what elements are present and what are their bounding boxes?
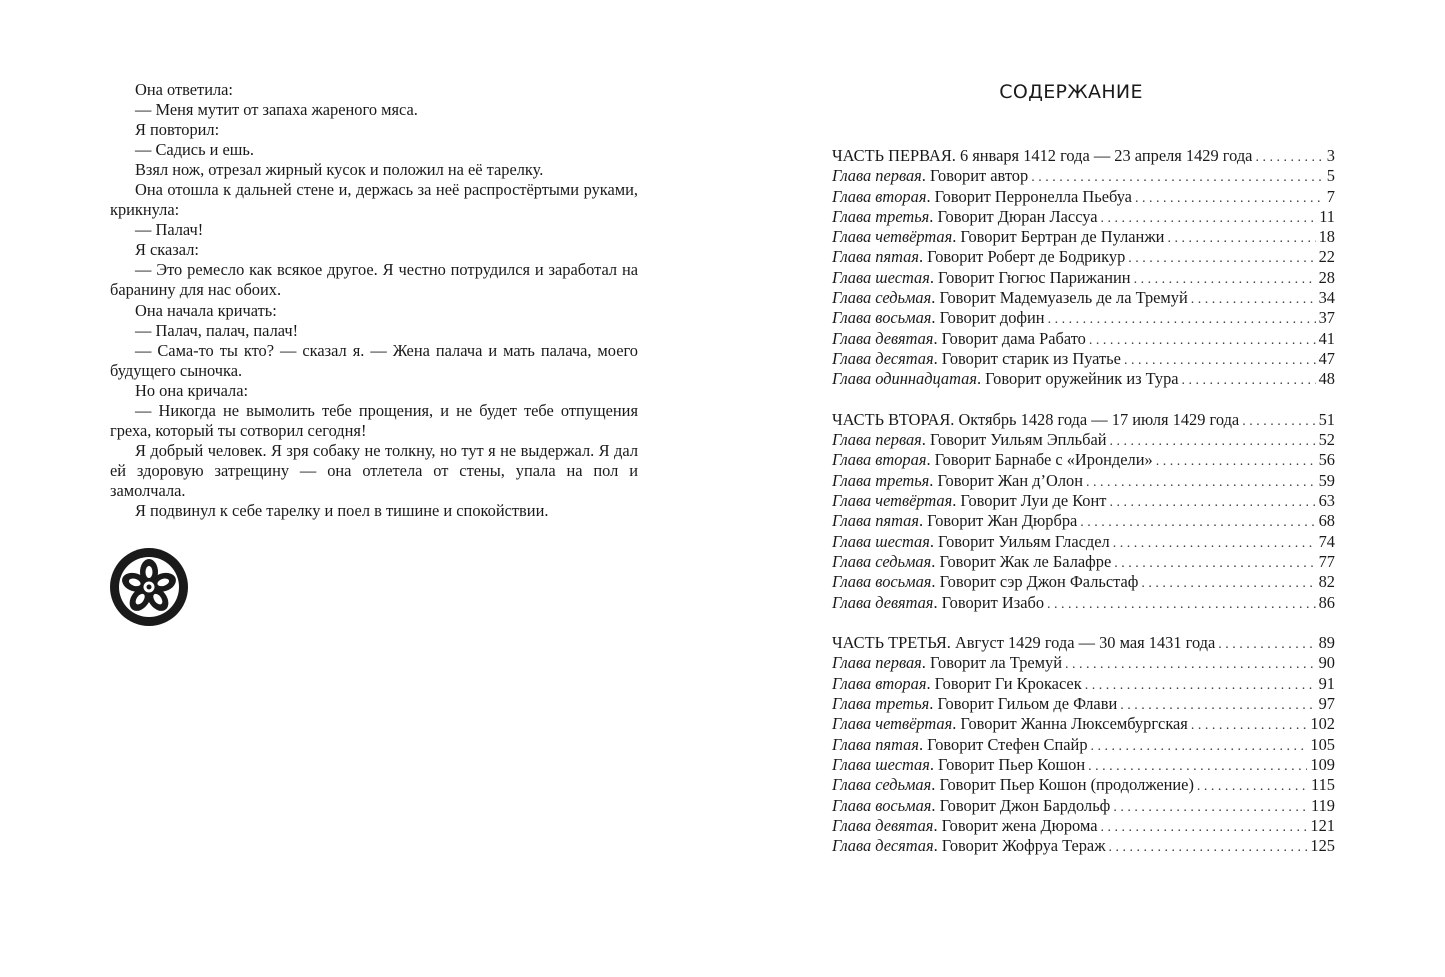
dot-leader: [1091, 737, 1308, 757]
chapter-number: Глава девятая: [832, 815, 934, 835]
chapter-entry-label: [832, 714, 1188, 734]
chapter-entry: [832, 268, 1335, 288]
dot-leader: [1113, 534, 1316, 554]
page-number: 109: [1310, 754, 1335, 774]
dot-leader: [1197, 777, 1308, 797]
chapter-entry: [832, 491, 1335, 511]
chapter-entry: [832, 694, 1335, 714]
paragraph: — Палач!: [135, 220, 204, 240]
page-number: 91: [1318, 673, 1335, 693]
chapter-entry-label: [832, 653, 1062, 673]
part-heading: [832, 410, 1335, 430]
toc-title: СОДЕРЖАНИЕ: [999, 81, 1143, 103]
chapter-entry-label: [832, 816, 1097, 836]
page-number: 86: [1318, 592, 1335, 612]
chapter-entry: [832, 653, 1335, 673]
dot-leader: [1242, 412, 1315, 432]
dot-leader: [1218, 635, 1315, 655]
page-number: 28: [1318, 267, 1335, 287]
chapter-speaker: . Говорит дофин: [931, 308, 1045, 328]
chapter-entry-label: [832, 532, 1110, 552]
page-number: 90: [1318, 653, 1335, 673]
chapter-number: Глава первая: [832, 430, 922, 450]
page-number: 56: [1318, 450, 1335, 470]
paragraph: Я сказал:: [135, 240, 199, 260]
paragraph: Я добрый человек. Я зря собаку не толкну, но тут я не выдержал. Я дал ей здоровую затрещину — она отлетела от стены, упала на пол и замолчала.: [110, 440, 638, 500]
dot-leader: [1141, 574, 1315, 594]
flower-rosette-icon: [109, 547, 189, 627]
paragraph: — Сама-то ты кто? — сказал я. — Жена палача и мать палача, моего будущего сыночка.: [110, 340, 638, 380]
left-page: [0, 0, 722, 977]
chapter-entry-label: [832, 775, 1194, 795]
dot-leader: [1088, 757, 1307, 777]
chapter-entry-label: [832, 491, 1106, 511]
chapter-number: Глава первая: [832, 166, 922, 186]
chapter-entry: [832, 247, 1335, 267]
page-number: 115: [1311, 775, 1335, 795]
page-number: 121: [1310, 815, 1335, 835]
page-number: 41: [1318, 328, 1335, 348]
chapter-entry-label: [832, 694, 1117, 714]
chapter-number: Глава шестая: [832, 267, 930, 287]
page-number: 125: [1310, 836, 1335, 856]
chapter-speaker: . Говорит Дюран Лассуа: [929, 206, 1098, 226]
chapter-speaker: . Говорит Роберт де Бодрикур: [918, 247, 1126, 267]
page-number: 48: [1318, 369, 1335, 389]
page-number: 77: [1318, 551, 1335, 571]
chapter-speaker: . Говорит автор: [921, 166, 1029, 186]
chapter-entry-label: [832, 511, 1077, 531]
chapter-entry-label: [832, 329, 1086, 349]
chapter-speaker: . Говорит Жак ле Балафре: [931, 551, 1112, 571]
chapter-speaker: . Говорит Жан Дюрбра: [918, 511, 1078, 531]
paragraph: Она отошла к дальней стене и, держась за неё распростёртыми руками, крикнула:: [110, 180, 638, 220]
chapter-number: Глава первая: [832, 653, 922, 673]
chapter-speaker: . Говорит Жанна Люксембургская: [952, 714, 1188, 734]
chapter-speaker: . Говорит Бертран де Пуланжи: [952, 227, 1165, 247]
paragraph: Я подвинул к себе тарелку и поел в тишине и спокойствии.: [135, 500, 549, 520]
chapter-entry: [832, 836, 1335, 856]
chapter-entry: [832, 207, 1335, 227]
chapter-speaker: . Говорит ла Тремуй: [921, 653, 1063, 673]
chapter-number: Глава восьмая: [832, 795, 932, 815]
chapter-entry-label: [832, 796, 1110, 816]
chapter-number: Глава четвёртая: [832, 491, 953, 511]
page-number: 7: [1326, 186, 1335, 206]
page-number: 102: [1310, 714, 1335, 734]
chapter-number: Глава третья: [832, 206, 930, 226]
chapter-entry-label: [832, 187, 1132, 207]
chapter-number: Глава одиннадцатая: [832, 369, 977, 389]
dot-leader: [1191, 290, 1316, 310]
page-number: 51: [1318, 409, 1335, 429]
dot-leader: [1255, 148, 1323, 168]
chapter-number: Глава вторая: [832, 186, 927, 206]
chapter-number: Глава девятая: [832, 328, 934, 348]
chapter-entry: [832, 796, 1335, 816]
chapter-speaker: . Говорит Ги Крокасек: [926, 673, 1082, 693]
paragraph: Она ответила:: [135, 80, 233, 99]
chapter-entry: [832, 775, 1335, 795]
chapter-entry-label: [832, 268, 1131, 288]
dot-leader: [1086, 473, 1316, 493]
chapter-entry: [832, 532, 1335, 552]
chapter-entry: [832, 572, 1335, 592]
chapter-number: Глава четвёртая: [832, 227, 953, 247]
dot-leader: [1100, 818, 1307, 838]
chapter-number: Глава десятая: [832, 348, 934, 368]
chapter-entry-label: [832, 166, 1028, 186]
chapter-entry-label: [832, 349, 1121, 369]
dot-leader: [1120, 696, 1315, 716]
paragraph: — Это ремесло как всякое другое. Я честно потрудился и заработал на баранину для нас обоих.: [110, 260, 638, 300]
part-heading-label: ЧАСТЬ ВТОРАЯ. Октябрь 1428 года — 17 июля 1429 года: [832, 409, 1240, 429]
chapter-entry: [832, 755, 1335, 775]
chapter-number: Глава пятая: [832, 734, 919, 754]
chapter-speaker: . Говорит Уильям Эпльбай: [921, 430, 1107, 450]
dot-leader: [1109, 838, 1308, 858]
chapter-number: Глава седьмая: [832, 288, 932, 308]
chapter-entry: [832, 593, 1335, 613]
chapter-speaker: . Говорит жена Дюрома: [933, 815, 1098, 835]
chapter-entry: [832, 735, 1335, 755]
chapter-speaker: . Говорит Жофруа Тераж: [933, 836, 1106, 856]
chapter-number: Глава третья: [832, 470, 930, 490]
chapter-entry-label: [832, 471, 1083, 491]
page-number: 5: [1326, 166, 1335, 186]
dot-leader: [1065, 655, 1316, 675]
chapter-entry: [832, 471, 1335, 491]
chapter-number: Глава шестая: [832, 531, 930, 551]
paragraph: — Садись и ешь.: [135, 140, 254, 160]
chapter-entry: [832, 674, 1335, 694]
chapter-number: Глава шестая: [832, 754, 930, 774]
chapter-entry-label: [832, 572, 1138, 592]
page-number: 63: [1318, 491, 1335, 511]
chapter-entry-label: [832, 369, 1179, 389]
chapter-speaker: . Говорит Луи де Конт: [952, 491, 1107, 511]
chapter-speaker: . Говорит Уильям Гласдел: [929, 531, 1110, 551]
story-text: [110, 80, 638, 521]
chapter-entry: [832, 511, 1335, 531]
page-number: 3: [1326, 146, 1335, 165]
chapter-speaker: . Говорит Пьер Кошон (продолжение): [931, 775, 1194, 795]
dot-leader: [1048, 310, 1316, 330]
dot-leader: [1080, 513, 1315, 533]
chapter-speaker: . Говорит старик из Пуатье: [933, 348, 1121, 368]
chapter-speaker: . Говорит оружейник из Тура: [976, 369, 1179, 389]
chapter-speaker: . Говорит дама Рабато: [933, 328, 1086, 348]
part-heading-label: ЧАСТЬ ПЕРВАЯ. 6 января 1412 года — 23 апреля 1429 года: [832, 146, 1253, 165]
dot-leader: [1109, 493, 1315, 513]
chapter-speaker: . Говорит Пьер Кошон: [929, 754, 1086, 774]
dot-leader: [1113, 798, 1308, 818]
chapter-speaker: . Говорит Изабо: [933, 592, 1045, 612]
chapter-entry-label: [832, 308, 1045, 328]
chapter-number: Глава десятая: [832, 836, 934, 856]
page-number: 74: [1318, 531, 1335, 551]
chapter-speaker: . Говорит Гильом де Флави: [929, 694, 1118, 714]
page-number: 52: [1318, 430, 1335, 450]
dot-leader: [1047, 595, 1316, 615]
chapter-entry-label: [832, 674, 1082, 694]
chapter-entry-label: [832, 430, 1107, 450]
chapter-entry-label: [832, 247, 1125, 267]
chapter-entry-label: [832, 552, 1111, 572]
page-number: 11: [1319, 206, 1335, 226]
dot-leader: [1085, 676, 1316, 696]
chapter-entry: [832, 349, 1335, 369]
page-number: 82: [1318, 572, 1335, 592]
chapter-speaker: . Говорит Мадемуазель де ла Тремуй: [931, 288, 1188, 308]
dot-leader: [1191, 716, 1308, 736]
dot-leader: [1089, 331, 1316, 351]
part-heading: [832, 633, 1335, 653]
part-heading: [832, 146, 1335, 166]
chapter-entry: [832, 227, 1335, 247]
chapter-number: Глава пятая: [832, 511, 919, 531]
page-number: 47: [1318, 348, 1335, 368]
chapter-entry: [832, 714, 1335, 734]
part-heading-label: ЧАСТЬ ТРЕТЬЯ. Август 1429 года — 30 мая 1431 года: [832, 633, 1216, 653]
chapter-number: Глава вторая: [832, 450, 927, 470]
toc-part: [832, 410, 1335, 613]
chapter-speaker: . Говорит сэр Джон Фальстаф: [931, 572, 1139, 592]
chapter-speaker: . Говорит Барнабе с «Ирондели»: [926, 450, 1153, 470]
dot-leader: [1124, 351, 1316, 371]
page-number: 34: [1318, 288, 1335, 308]
page-number: 22: [1318, 247, 1335, 267]
chapter-speaker: . Говорит Гюгюс Парижанин: [929, 267, 1131, 287]
chapter-number: Глава седьмая: [832, 775, 932, 795]
chapter-speaker: . Говорит Стефен Спайр: [918, 734, 1088, 754]
chapter-entry-label: [832, 450, 1153, 470]
page-number: 18: [1318, 227, 1335, 247]
chapter-number: Глава восьмая: [832, 308, 932, 328]
chapter-number: Глава восьмая: [832, 572, 932, 592]
page-number: 119: [1311, 795, 1335, 815]
right-page: [722, 0, 1445, 977]
chapter-entry: [832, 430, 1335, 450]
table-of-contents: [832, 146, 1335, 877]
dot-leader: [1156, 452, 1316, 472]
chapter-speaker: . Говорит Джон Бардольф: [931, 795, 1111, 815]
chapter-entry-label: [832, 836, 1106, 856]
toc-part: [832, 633, 1335, 856]
dot-leader: [1114, 554, 1315, 574]
dot-leader: [1101, 209, 1317, 229]
chapter-entry: [832, 308, 1335, 328]
chapter-entry-label: [832, 755, 1085, 775]
dot-leader: [1135, 189, 1324, 209]
chapter-number: Глава третья: [832, 694, 930, 714]
chapter-entry: [832, 552, 1335, 572]
chapter-number: Глава девятая: [832, 592, 934, 612]
paragraph: — Палач, палач, палач!: [135, 320, 299, 340]
page-number: 37: [1318, 308, 1335, 328]
chapter-entry-label: [832, 227, 1164, 247]
paragraph: Взял нож, отрезал жирный кусок и положил на её тарелку.: [135, 160, 544, 180]
dot-leader: [1167, 229, 1315, 249]
chapter-number: Глава четвёртая: [832, 714, 953, 734]
page-number: 105: [1310, 734, 1335, 754]
dot-leader: [1031, 168, 1324, 188]
dot-leader: [1134, 270, 1316, 290]
dot-leader: [1110, 432, 1316, 452]
chapter-speaker: . Говорит Жан д’Олон: [929, 470, 1083, 490]
chapter-speaker: . Говорит Перронелла Пьебуа: [926, 186, 1132, 206]
chapter-number: Глава седьмая: [832, 551, 932, 571]
page-number: 97: [1318, 694, 1335, 714]
chapter-entry: [832, 187, 1335, 207]
chapter-entry-label: [832, 288, 1188, 308]
paragraph: Я повторил:: [135, 120, 220, 140]
chapter-entry-label: [832, 207, 1098, 227]
page-number: 89: [1318, 633, 1335, 653]
dot-leader: [1182, 371, 1316, 391]
chapter-entry-label: [832, 735, 1088, 755]
paragraph: Она начала кричать:: [135, 300, 277, 320]
chapter-entry: [832, 166, 1335, 186]
chapter-entry: [832, 288, 1335, 308]
paragraph: — Меня мутит от запаха жареного мяса.: [135, 100, 418, 120]
chapter-number: Глава пятая: [832, 247, 919, 267]
toc-part: [832, 146, 1335, 390]
paragraph: — Никогда не вымолить тебе прощения, и не будет тебе отпущения греха, который ты сотворил сегодня!: [110, 400, 638, 440]
page-number: 68: [1318, 511, 1335, 531]
dot-leader: [1128, 249, 1315, 269]
chapter-entry: [832, 369, 1335, 389]
chapter-number: Глава вторая: [832, 673, 927, 693]
chapter-entry: [832, 329, 1335, 349]
paragraph: Но она кричала:: [135, 380, 249, 400]
chapter-entry: [832, 450, 1335, 470]
chapter-entry-label: [832, 593, 1044, 613]
chapter-entry: [832, 816, 1335, 836]
page-number: 59: [1318, 470, 1335, 490]
